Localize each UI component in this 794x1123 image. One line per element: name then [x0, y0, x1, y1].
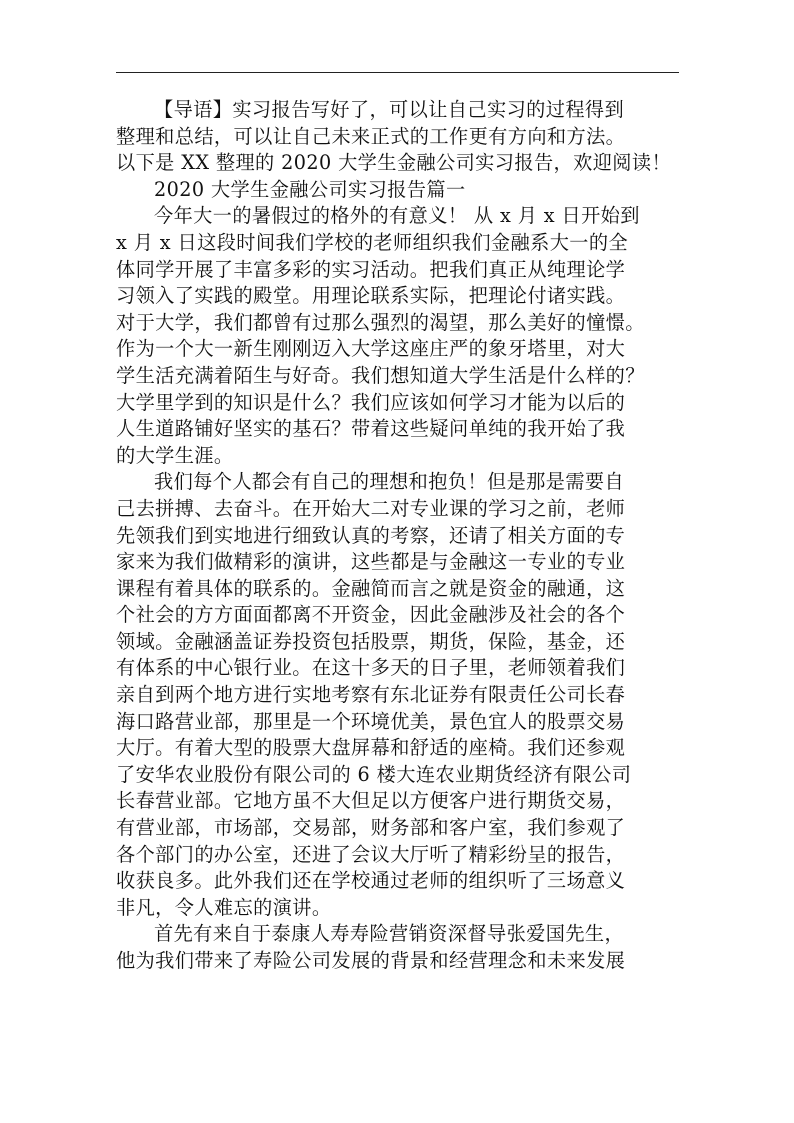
text-line: x 月 x 日这段时间我们学校的老师组织我们金融系大一的全	[116, 230, 629, 254]
text-line: 各个部门的办公室，还进了会议大厅听了精彩纷呈的报告，	[116, 842, 626, 866]
text-line: 长春营业部。它地方虽不大但足以方便客户进行期货交易，	[116, 789, 626, 813]
text-line: 【导语】实习报告写好了，可以让自己实习的过程得到	[154, 98, 625, 121]
text-line: 有营业部，市场部，交易部，财务部和客户室，我们参观了	[116, 816, 626, 840]
text-line: 的大学生涯。	[116, 443, 234, 467]
text-line: 有体系的中心银行业。在这十多天的日子里，老师领着我们	[116, 656, 626, 680]
text-line: 我们每个人都会有自己的理想和抱负！但是那是需要自	[154, 470, 625, 494]
text-line: 非凡，令人难忘的演讲。	[116, 895, 332, 919]
text-line: 首先有来自于泰康人寿寿险营销资深督导张爱国先生，	[154, 922, 625, 946]
text-line: 学生活充满着陌生与好奇。我们想知道大学生活是什么样的？	[116, 363, 645, 387]
text-line: 领域。金融涵盖证券投资包括股票，期货，保险，基金，还	[116, 629, 626, 653]
text-line: 海口路营业部，那里是一个环境优美，景色宜人的股票交易	[116, 709, 626, 733]
text-line: 整理和总结，可以让自己未来正式的工作更有方向和方法。	[116, 124, 626, 148]
text-line: 己去拼搏、去奋斗。在开始大二对专业课的学习之前，老师	[116, 496, 626, 520]
header-rule	[116, 72, 679, 73]
text-line: 作为一个大一新生刚刚迈入大学这座庄严的象牙塔里，对大	[116, 337, 626, 361]
text-line: 以下是 XX 整理的 2020 大学生金融公司实习报告，欢迎阅读！	[116, 151, 672, 175]
document-body	[116, 97, 679, 975]
text-line: 收获良多。此外我们还在学校通过老师的组织听了三场意义	[116, 869, 626, 893]
text-line: 人生道路铺好坚实的基石？带着这些疑问单纯的我开始了我	[116, 417, 626, 441]
text-line: 对于大学，我们都曾有过那么强烈的渴望，那么美好的憧憬。	[116, 310, 645, 334]
text-line: 个社会的方方面面都离不开资金，因此金融涉及社会的各个	[116, 603, 626, 627]
text-line: 体同学开展了丰富多彩的实习活动。把我们真正从纯理论学	[116, 257, 626, 281]
text-line: 了安华农业股份有限公司的 6 楼大连农业期货经济有限公司	[116, 762, 632, 786]
text-line: 家来为我们做精彩的演讲，这些都是与金融这一专业的专业	[116, 550, 626, 574]
text-line: 先领我们到实地进行细致认真的考察，还请了相关方面的专	[116, 523, 626, 547]
text-line: 习领入了实践的殿堂。用理论联系实际，把理论付诸实践。	[116, 284, 626, 308]
text-line: 今年大一的暑假过的格外的有意义！ 从 x 月 x 日开始到	[154, 204, 640, 228]
text-line: 大学里学到的知识是什么？我们应该如何学习才能为以后的	[116, 390, 626, 414]
text-line: 亲自到两个地方进行实地考察有东北证券有限责任公司长春	[116, 683, 626, 707]
text-line: 2020 大学生金融公司实习报告篇一	[154, 177, 466, 201]
text-line: 课程有着具体的联系的。金融简而言之就是资金的融通，这	[116, 576, 626, 600]
text-line: 大厅。有着大型的股票大盘屏幕和舒适的座椅。我们还参观	[116, 736, 626, 760]
text-line: 他为我们带来了寿险公司发展的背景和经营理念和未来发展	[116, 949, 626, 972]
